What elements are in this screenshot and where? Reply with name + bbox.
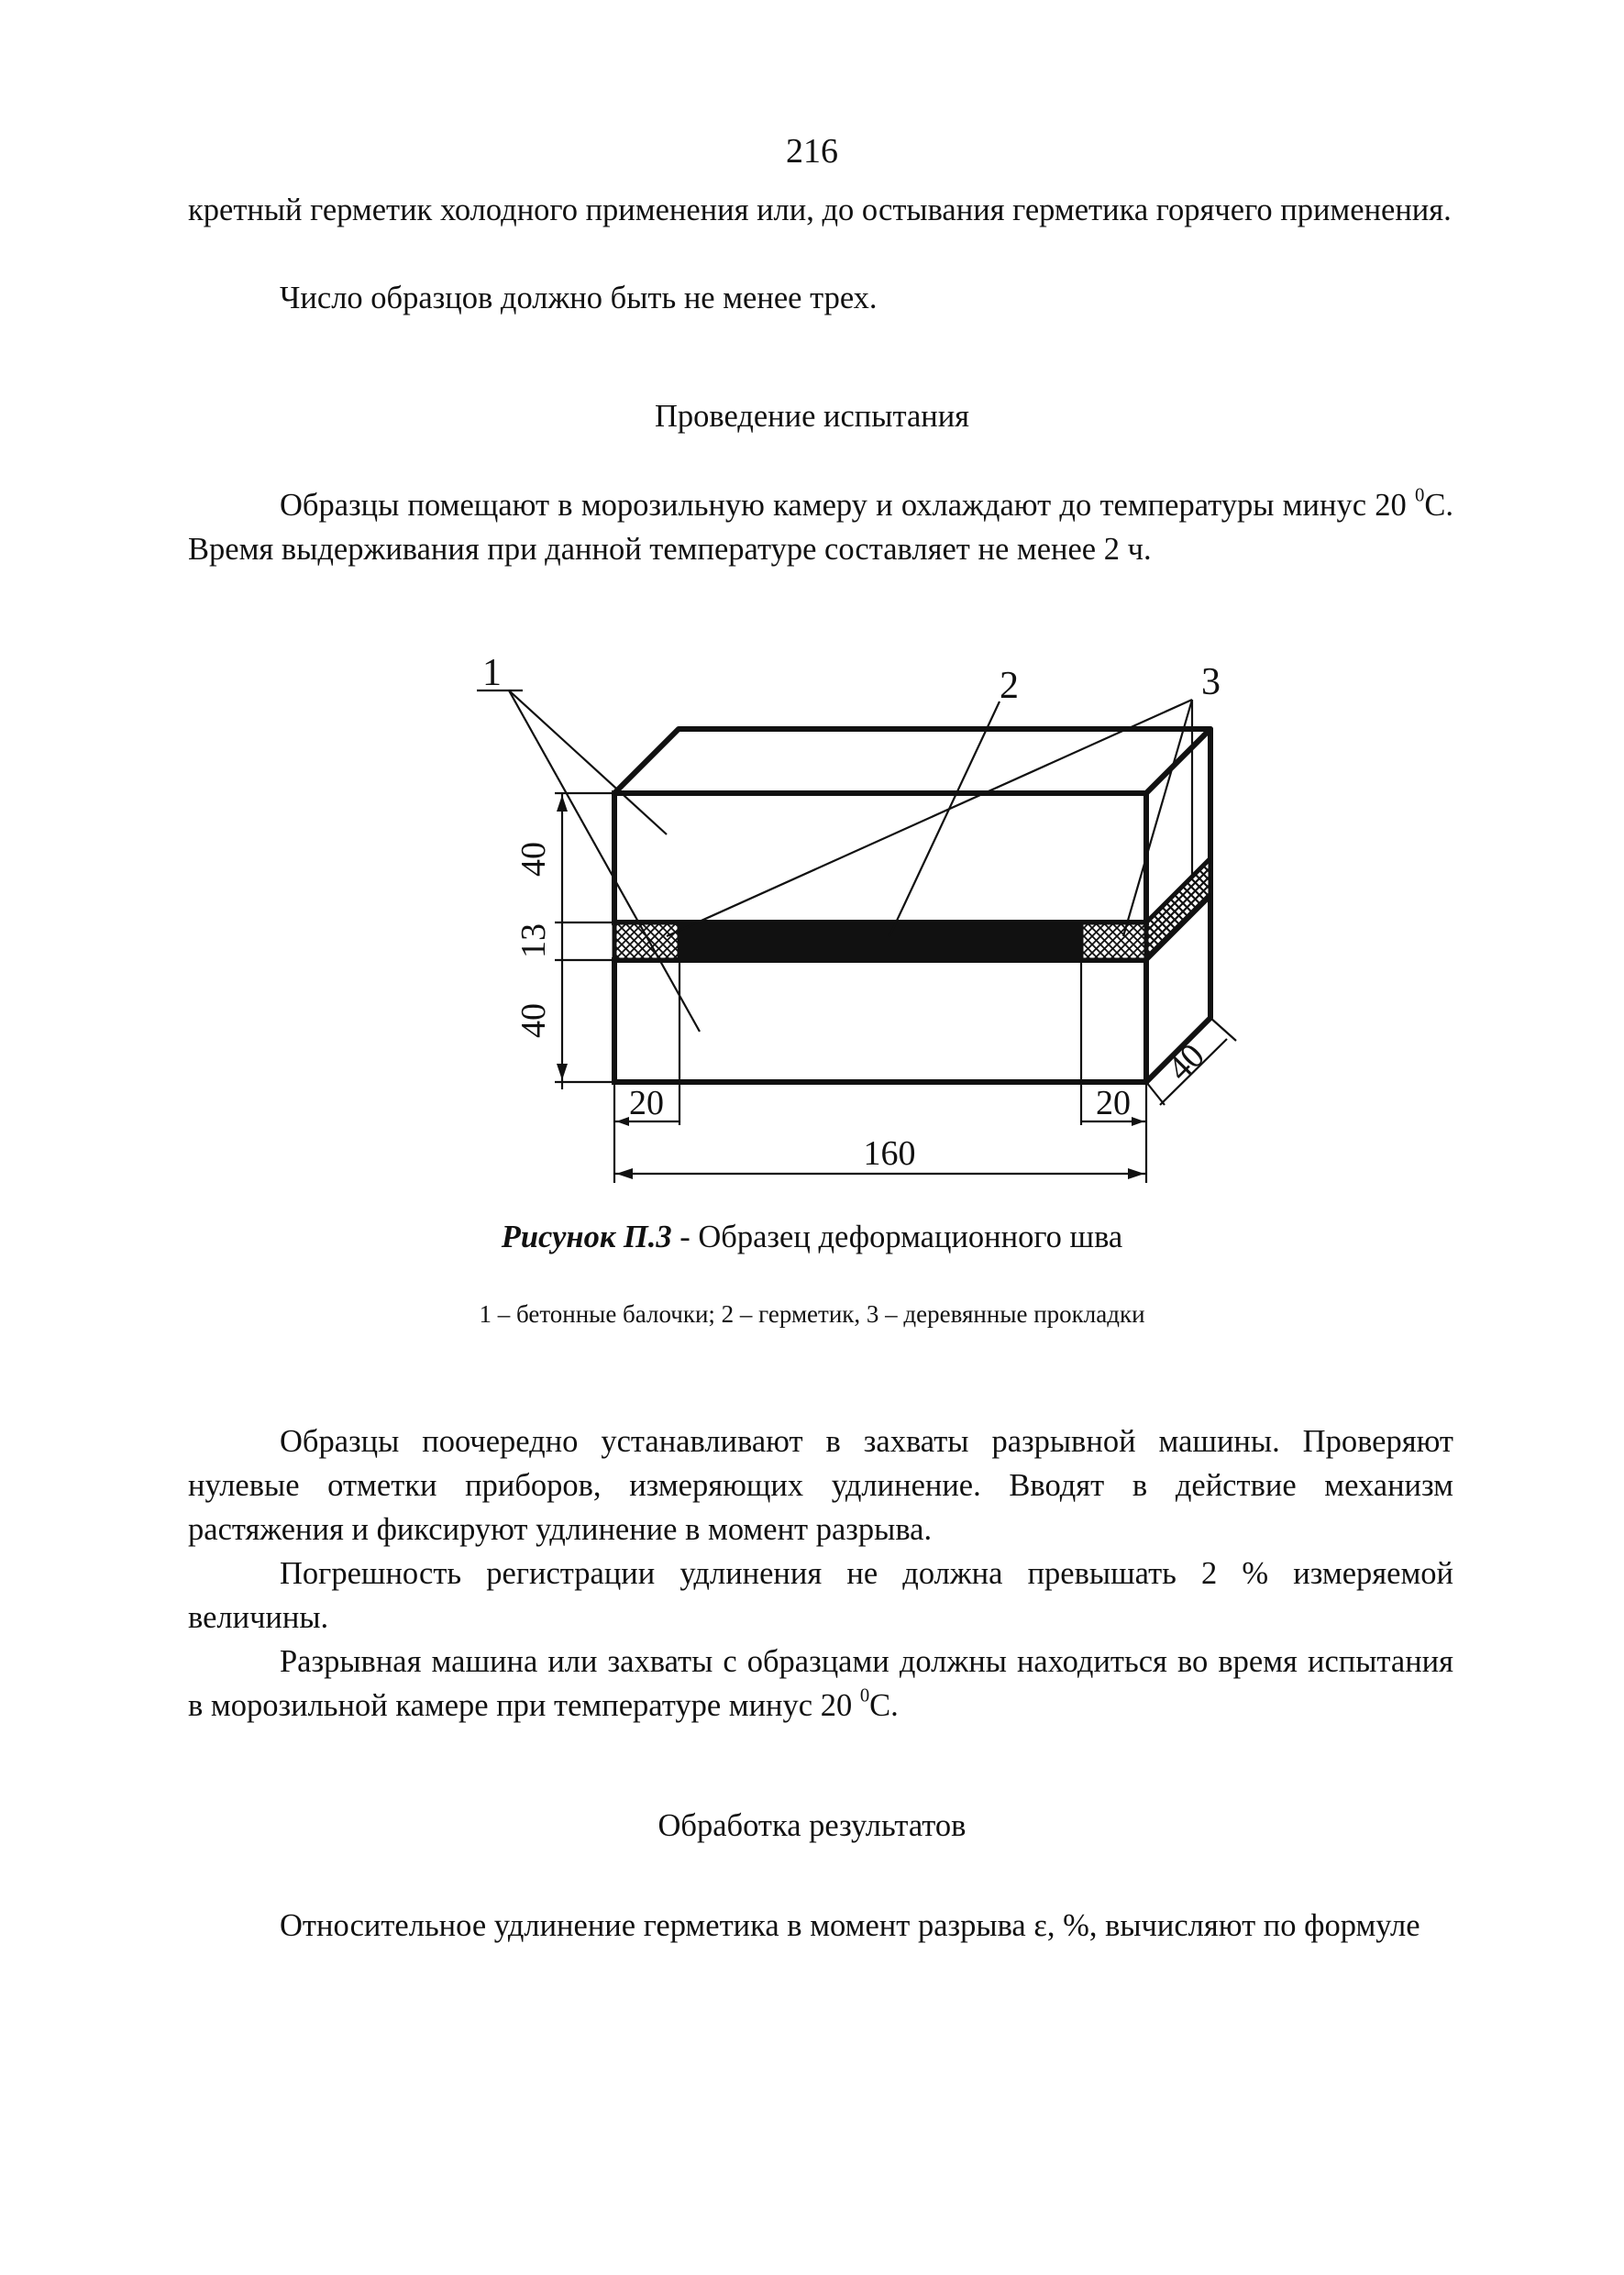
caption-label: Рисунок П.3 xyxy=(501,1220,672,1254)
arrow-right-pad xyxy=(1132,1117,1144,1126)
figure-legend: 1 – бетонные балочки; 2 – герметик, 3 – деревянные прокладки xyxy=(479,1300,1145,1328)
top-face xyxy=(614,729,1210,793)
arrow-top xyxy=(557,795,568,812)
caption-text: - Образец деформационного шва xyxy=(671,1220,1123,1254)
dim-extension-depth-a xyxy=(1146,1082,1165,1105)
arrow-length-right xyxy=(1128,1168,1144,1179)
arrow-length-left xyxy=(616,1168,633,1179)
paragraph-freezer-text-a: Разрывная машина или захваты с образцами должны находиться во время испытания в морозильной камере при температуре минус 20 xyxy=(188,1644,1453,1723)
callout-2: 2 xyxy=(1000,665,1019,707)
page-number: 216 xyxy=(786,132,838,171)
paragraph-installation: Образцы поочередно устанавливают в захваты разрывной машины. Проверяют нулевые отметки приборов, измеряющих удлинение. Вводят в действие механизм растяжения и фиксируют удлинение в момент разрыва. xyxy=(188,1424,1453,1547)
dim-label-joint-height: 13 xyxy=(514,923,553,958)
front-upper-beam xyxy=(614,793,1146,922)
figure-joint-sample xyxy=(440,656,1284,1206)
paragraph-cooling xyxy=(188,483,1453,571)
sealant-layer xyxy=(679,922,1081,960)
paragraph-freezer xyxy=(188,1640,1453,1728)
dim-label-left-pad: 20 xyxy=(629,1084,664,1122)
wooden-pad-left xyxy=(614,922,679,960)
section-heading-results: Обработка результатов xyxy=(657,1808,967,1843)
arrow-left-pad xyxy=(616,1117,629,1126)
dim-label-bottom-height: 40 xyxy=(514,1003,553,1038)
dim-label-right-pad: 20 xyxy=(1096,1084,1131,1122)
dim-label-depth: 40 xyxy=(1160,1036,1212,1088)
wooden-pad-right xyxy=(1081,922,1146,960)
callout-1: 1 xyxy=(482,656,502,694)
degree-superscript-2: 0 xyxy=(859,1685,870,1706)
degree-superscript: 0 xyxy=(1415,485,1425,506)
dim-label-top-height: 40 xyxy=(514,842,553,877)
callout-3: 3 xyxy=(1201,661,1221,703)
paragraph-cooling-text-b: С. Время выдерживания при данной температуре составляет не менее 2 ч. xyxy=(188,488,1453,567)
arrow-bottom xyxy=(557,1064,568,1080)
paragraph-sample-count: Число образцов должно быть не менее трех. xyxy=(280,281,878,315)
paragraph-accuracy: Погрешность регистрации удлинения не должна превышать 2 % измеряемой величины. xyxy=(188,1556,1453,1635)
paragraph-continuation: кретный герметик холодного применения или, до остывания герметика горячего применения. xyxy=(188,193,1452,227)
dim-extension-depth-b xyxy=(1210,1018,1236,1041)
paragraph-cooling-text-a: Образцы помещают в морозильную камеру и охлаждают до температуры минус 20 xyxy=(280,488,1416,523)
section-heading-testing: Проведение испытания xyxy=(654,399,970,434)
figure-caption xyxy=(0,1220,1624,1255)
paragraph-freezer-text-b: С. xyxy=(869,1688,899,1723)
paragraph-elongation: Относительное удлинение герметика в момент разрыва ε, %, вычисляют по формуле xyxy=(280,1908,1420,1943)
dim-label-length: 160 xyxy=(863,1134,916,1173)
